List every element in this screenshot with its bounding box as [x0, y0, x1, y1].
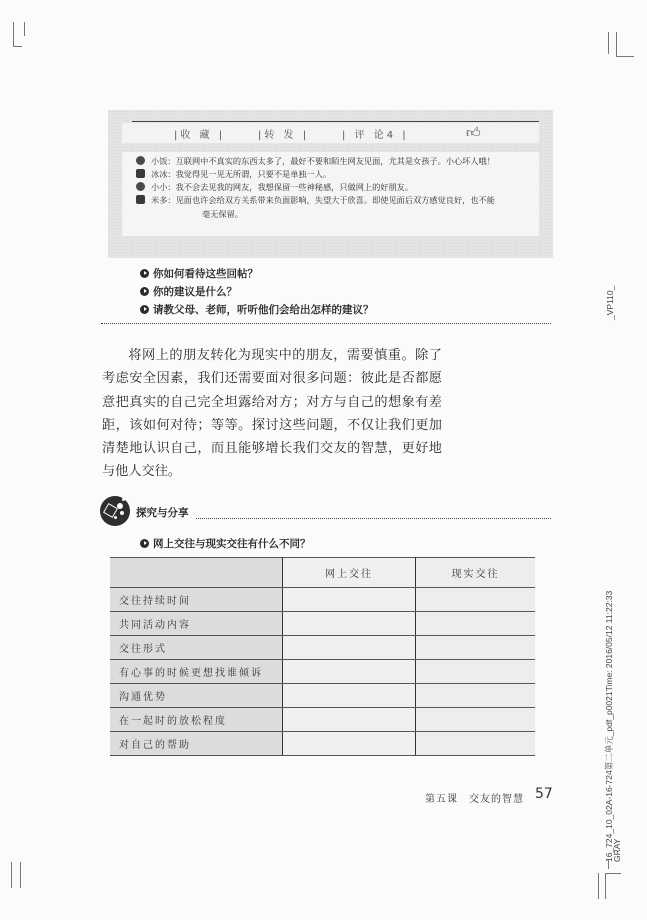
table-header-cell: [110, 558, 283, 588]
crop-mark-bottom-right: [605, 873, 621, 874]
explore-share-icon: [100, 496, 130, 526]
online-cell[interactable]: [283, 612, 416, 636]
row-label: 沟通优势: [110, 684, 283, 708]
dotted-divider: [196, 518, 551, 519]
crop-mark-bottom-right: [605, 873, 606, 899]
table-row: [110, 588, 535, 612]
question-text: 请教父母、老师，听听他们会给出怎样的建议？: [153, 304, 374, 316]
offline-cell[interactable]: [416, 708, 536, 732]
crop-mark-top-left: [24, 22, 25, 36]
offline-cell[interactable]: [416, 660, 536, 684]
thumbs-up-icon[interactable]: 👍︎: [466, 125, 481, 141]
comment-author: 小饭：: [151, 156, 176, 166]
post-action-bar: [122, 123, 539, 143]
crop-mark-bottom-left: [11, 862, 12, 888]
comment-author: 米多：: [151, 195, 176, 205]
question-item: [140, 266, 258, 281]
forward-button[interactable]: |转 发 |: [258, 130, 310, 141]
online-cell[interactable]: [283, 732, 416, 756]
square-avatar-icon: [136, 195, 145, 204]
arrow-bullet-icon: [140, 287, 149, 296]
online-cell[interactable]: [283, 588, 416, 612]
comment-text: 互联网中不真实的东西太多了，最好不要和陌生网友见面，尤其是女孩子。小心坏人哦！: [175, 156, 495, 166]
comment-text: 见面也许会给双方关系带来负面影响，失望大于欣喜。即使见面后双方感觉良好，也不能: [175, 195, 495, 205]
lesson-footer: 第五课 交友的智慧: [425, 794, 524, 805]
arrow-bullet-icon: [140, 305, 149, 314]
table-header-offline: 现实交往: [416, 558, 536, 588]
comment-text: 我觉得见一见无所谓，只要不是单独一人。: [175, 169, 332, 179]
comment-item: [136, 181, 413, 193]
comment-author: 小小：: [151, 182, 176, 192]
plate-code: _VP110_: [605, 285, 615, 320]
dotted-divider: [101, 323, 551, 324]
table-row: [110, 660, 535, 684]
comment-continuation: 毫无保留。: [202, 209, 243, 219]
profile-avatar-icon: [136, 182, 145, 191]
row-label: 共同活动内容: [110, 612, 283, 636]
crop-mark-bottom-left: [20, 862, 21, 888]
comment-button[interactable]: | 评 论4 |: [342, 130, 409, 141]
comment-text: 我不会去见我的网友，我想保留一些神秘感，只做网上的好朋友。: [175, 182, 414, 192]
online-cell[interactable]: [283, 684, 416, 708]
question-text: 网上交往与现实交往有什么不同？: [153, 538, 311, 550]
arrow-bullet-icon: [140, 269, 149, 278]
table-row: [110, 636, 535, 660]
table-row: [110, 708, 535, 732]
color-mode: GRAY: [612, 838, 622, 862]
row-label: 对自己的帮助: [110, 732, 283, 756]
crop-mark-top-left: [13, 22, 14, 46]
crop-mark-top-right: [616, 56, 634, 57]
comment-item: [136, 168, 331, 180]
question-item: [140, 284, 237, 299]
body-paragraph: 将网上的朋友转化为现实中的朋友，需要慎重。除了考虑安全因素，我们还需要面对很多问题：彼此是否都愿意把真实的自己完全坦露给对方；对方与自己的想象有差距，该如何对待；等等。探讨这些问题，不仅让我们更加清楚地认识自己，而且能够增长我们交友的智慧，更好地与他人交往。: [102, 348, 442, 480]
row-label: 交往持续时间: [110, 588, 283, 612]
crop-mark-top-left: [13, 46, 22, 47]
crop-mark-top-right: [608, 32, 609, 54]
comment-item: [136, 194, 495, 206]
offline-cell[interactable]: [416, 732, 536, 756]
question-text: 你如何看待这些回帖？: [153, 268, 258, 280]
page-number: 57: [535, 786, 553, 802]
crop-mark-top-right: [616, 32, 617, 56]
offline-cell[interactable]: [416, 684, 536, 708]
section-title: 探究与分享: [136, 507, 189, 519]
row-label: 有心事的时候更想找谁倾诉: [110, 660, 283, 684]
offline-cell[interactable]: [416, 588, 536, 612]
row-label: 交往形式: [110, 636, 283, 660]
arrow-bullet-icon: [140, 539, 149, 548]
table-header-row: [110, 558, 535, 588]
online-cell[interactable]: [283, 660, 416, 684]
favorite-button[interactable]: |收 藏 |: [174, 130, 226, 141]
comment-list: [122, 152, 539, 236]
post-screenshot: [108, 110, 553, 258]
question-item: [140, 302, 374, 317]
online-cell[interactable]: [283, 708, 416, 732]
person-avatar-icon: [136, 169, 145, 178]
offline-cell[interactable]: [416, 636, 536, 660]
comparison-table: [110, 557, 535, 756]
divider: [132, 121, 539, 122]
online-cell[interactable]: [283, 636, 416, 660]
print-info: 16_724_10_02A-16-724第二单元_pdf_p0021Time: 2016/05/12 11:22:33: [604, 590, 614, 862]
section-question: [140, 536, 311, 551]
offline-cell[interactable]: [416, 612, 536, 636]
question-text: 你的建议是什么？: [153, 286, 237, 298]
table-row: [110, 732, 535, 756]
table-row: [110, 684, 535, 708]
table-header-online: 网上交往: [283, 558, 416, 588]
row-label: 在一起时的放松程度: [110, 708, 283, 732]
smiley-avatar-icon: [136, 156, 145, 165]
comment-item: [136, 155, 495, 167]
crop-mark-bottom-right: [598, 873, 599, 899]
comment-author: 冰冰：: [151, 169, 176, 179]
table-row: [110, 612, 535, 636]
